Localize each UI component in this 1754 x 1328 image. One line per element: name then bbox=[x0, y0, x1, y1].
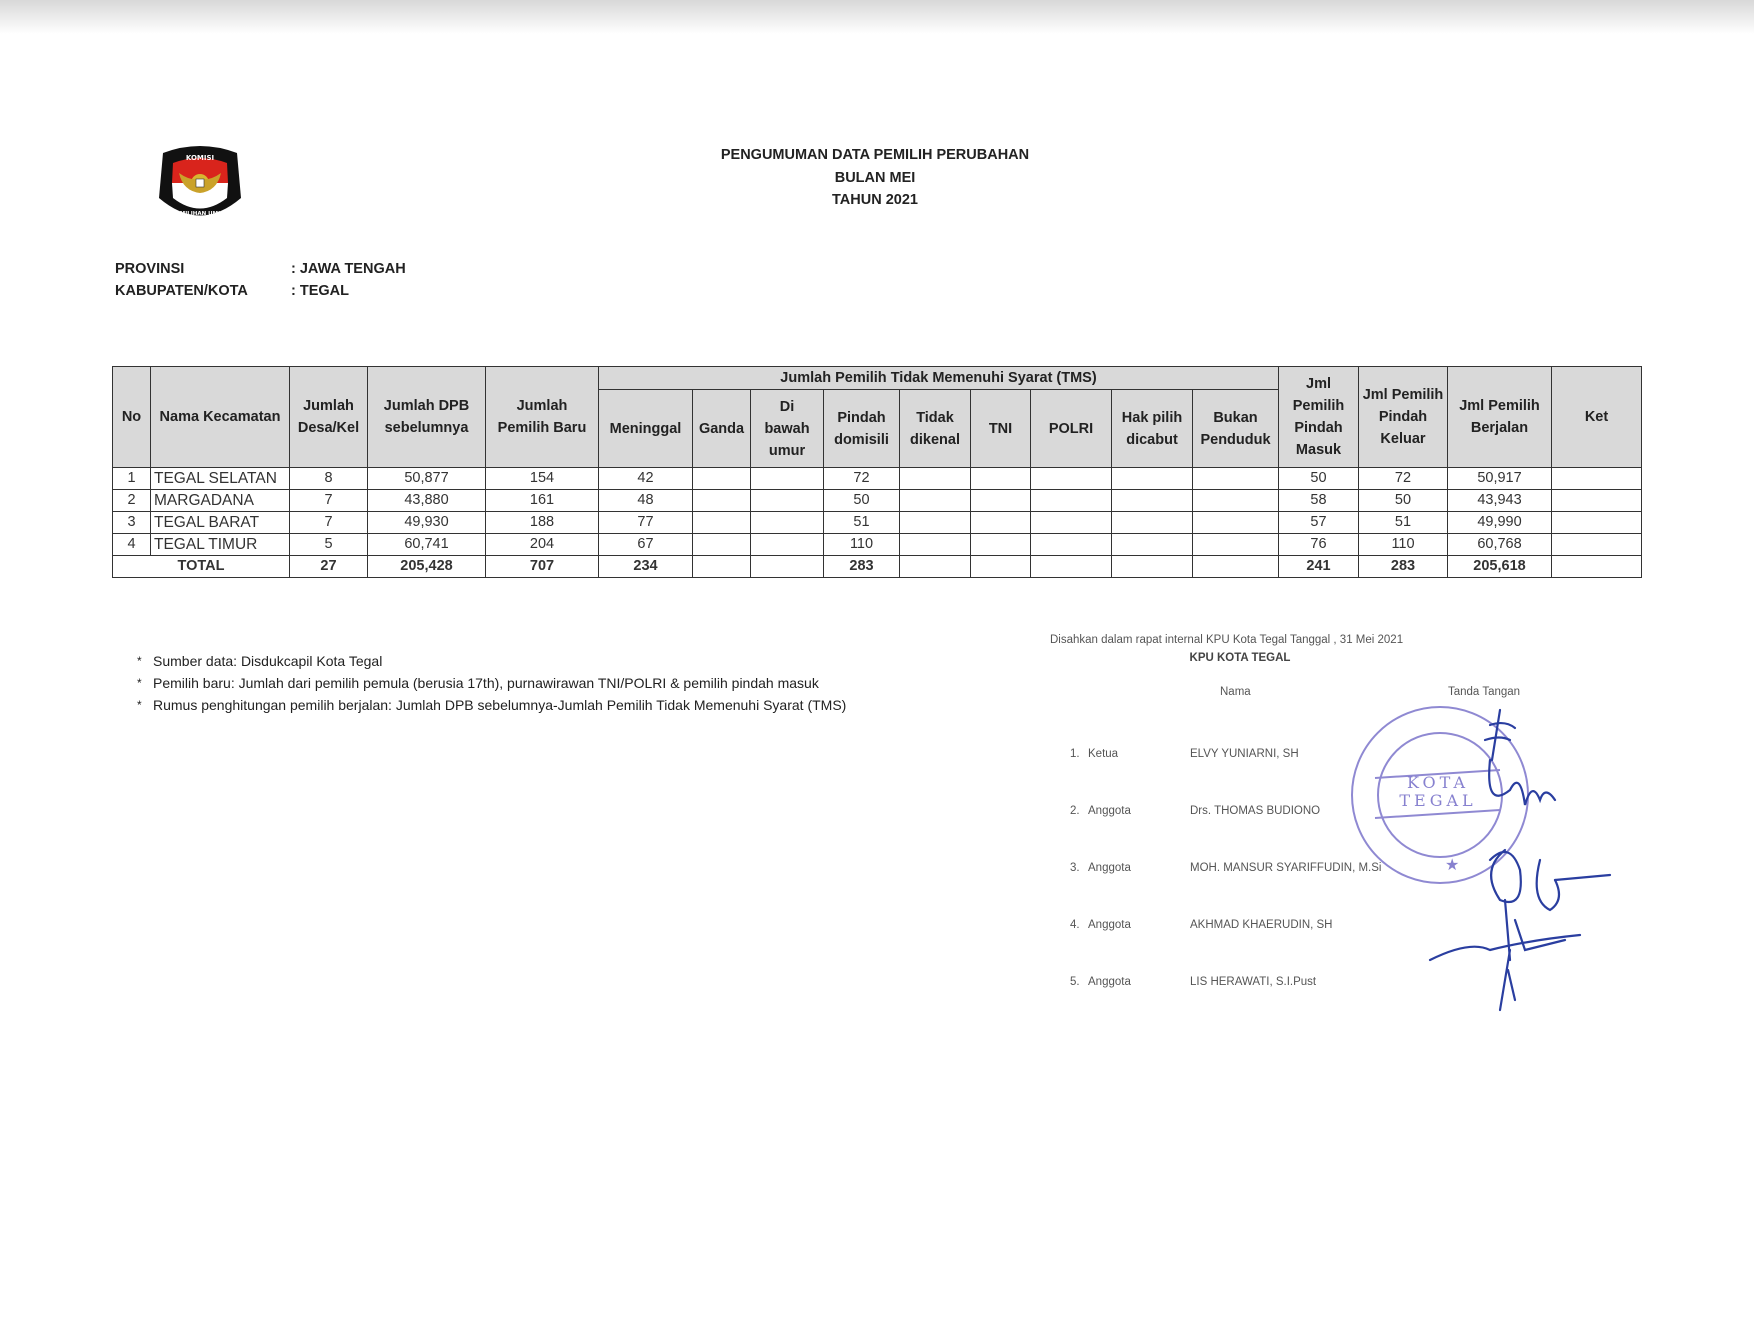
cell-bawah-umur bbox=[751, 534, 824, 556]
cell-berjalan: 43,943 bbox=[1448, 490, 1552, 512]
document-title bbox=[660, 144, 1090, 212]
cell-ganda bbox=[693, 468, 751, 490]
kpu-logo-icon bbox=[155, 143, 245, 225]
total-pindah-keluar: 283 bbox=[1359, 556, 1448, 578]
cell-meninggal: 67 bbox=[599, 534, 693, 556]
cell-ket bbox=[1552, 512, 1642, 534]
svg-text:KOTA: KOTA bbox=[1407, 773, 1469, 792]
cell-dpb: 49,930 bbox=[368, 512, 486, 534]
city-value: : TEGAL bbox=[291, 283, 349, 299]
viewer-top-shadow bbox=[0, 0, 1754, 34]
total-hak-pilih bbox=[1112, 556, 1193, 578]
cell-baru: 204 bbox=[486, 534, 599, 556]
header-pemilih-baru: Jumlah Pemilih Baru bbox=[486, 367, 599, 468]
cell-no: 2 bbox=[113, 490, 151, 512]
total-pindah-masuk: 241 bbox=[1279, 556, 1359, 578]
header-jumlah-desa: Jumlah Desa/Kel bbox=[290, 367, 368, 468]
cell-hak-pilih bbox=[1112, 534, 1193, 556]
svg-text:PEMILIHAN UMUM: PEMILIHAN UMUM bbox=[171, 211, 229, 217]
cell-ganda bbox=[693, 490, 751, 512]
cell-pindah-keluar: 50 bbox=[1359, 490, 1448, 512]
cell-bukan-penduduk bbox=[1193, 534, 1279, 556]
title-line-2: BULAN MEI bbox=[834, 169, 916, 186]
cell-pindah-domisili: 72 bbox=[824, 468, 900, 490]
header-meninggal: Meninggal bbox=[599, 390, 693, 468]
cell-pindah-masuk: 50 bbox=[1279, 468, 1359, 490]
cell-polri bbox=[1031, 534, 1112, 556]
cell-pindah-masuk: 76 bbox=[1279, 534, 1359, 556]
cell-pindah-domisili: 50 bbox=[824, 490, 900, 512]
cell-dpb: 50,877 bbox=[368, 468, 486, 490]
cell-tni bbox=[971, 468, 1031, 490]
cell-meninggal: 42 bbox=[599, 468, 693, 490]
cell-ket bbox=[1552, 468, 1642, 490]
title-line-1: PENGUMUMAN DATA PEMILIH PERUBAHAN bbox=[720, 147, 1030, 163]
cell-no: 3 bbox=[113, 512, 151, 534]
total-label: TOTAL bbox=[113, 556, 290, 578]
header-jumlah-dpb: Jumlah DPB sebelumnya bbox=[368, 367, 486, 468]
total-berjalan: 205,618 bbox=[1448, 556, 1552, 578]
cell-meninggal: 77 bbox=[599, 512, 693, 534]
cell-pindah-domisili: 51 bbox=[824, 512, 900, 534]
cell-bawah-umur bbox=[751, 512, 824, 534]
total-desa: 27 bbox=[290, 556, 368, 578]
cell-baru: 161 bbox=[486, 490, 599, 512]
header-ganda: Ganda bbox=[693, 390, 751, 468]
table-row bbox=[113, 468, 1642, 490]
total-pindah-domisili: 283 bbox=[824, 556, 900, 578]
approval-statement: Disahkan dalam rapat internal KPU Kota Tegal Tanggal , 31 Mei 2021 bbox=[1050, 634, 1404, 646]
cell-pindah-masuk: 57 bbox=[1279, 512, 1359, 534]
cell-berjalan: 50,917 bbox=[1448, 468, 1552, 490]
table-row bbox=[113, 490, 1642, 512]
cell-polri bbox=[1031, 512, 1112, 534]
province-label: PROVINSI bbox=[115, 261, 185, 277]
header-pindah-domisili: Pindah domisili bbox=[824, 390, 900, 468]
svg-text:TEGAL: TEGAL bbox=[1399, 791, 1477, 810]
total-tni bbox=[971, 556, 1031, 578]
total-ganda bbox=[693, 556, 751, 578]
cell-baru: 188 bbox=[486, 512, 599, 534]
cell-berjalan: 60,768 bbox=[1448, 534, 1552, 556]
cell-ganda bbox=[693, 512, 751, 534]
cell-hak-pilih bbox=[1112, 490, 1193, 512]
header-pindah-keluar: Jml Pemilih Pindah Keluar bbox=[1359, 367, 1448, 468]
cell-tidak-dikenal bbox=[900, 534, 971, 556]
cell-berjalan: 49,990 bbox=[1448, 512, 1552, 534]
header-nama-kecamatan: Nama Kecamatan bbox=[151, 367, 290, 468]
cell-tidak-dikenal bbox=[900, 512, 971, 534]
cell-pindah-masuk: 58 bbox=[1279, 490, 1359, 512]
header-berjalan: Jml Pemilih Berjalan bbox=[1448, 367, 1552, 468]
cell-desa: 7 bbox=[290, 512, 368, 534]
cell-nama-kecamatan: TEGAL TIMUR bbox=[151, 534, 290, 556]
cell-tni bbox=[971, 534, 1031, 556]
cell-nama-kecamatan: TEGAL SELATAN bbox=[151, 468, 290, 490]
cell-tidak-dikenal bbox=[900, 468, 971, 490]
cell-meninggal: 48 bbox=[599, 490, 693, 512]
region-info bbox=[115, 258, 406, 302]
cell-desa: 5 bbox=[290, 534, 368, 556]
footnote: * Rumus penghitungan pemilih berjalan: Jumlah DPB sebelumnya-Jumlah Pemilih Tidak Memenuhi Syarat (TMS) bbox=[137, 697, 847, 713]
total-baru: 707 bbox=[486, 556, 599, 578]
header-tms-group: Jumlah Pemilih Tidak Memenuhi Syarat (TMS) bbox=[599, 367, 1279, 390]
cell-hak-pilih bbox=[1112, 512, 1193, 534]
cell-ganda bbox=[693, 534, 751, 556]
cell-hak-pilih bbox=[1112, 468, 1193, 490]
city-label: KABUPATEN/KOTA bbox=[115, 283, 248, 299]
cell-bawah-umur bbox=[751, 490, 824, 512]
cell-pindah-keluar: 110 bbox=[1359, 534, 1448, 556]
cell-dpb: 60,741 bbox=[368, 534, 486, 556]
table-row bbox=[113, 534, 1642, 556]
cell-pindah-keluar: 51 bbox=[1359, 512, 1448, 534]
header-no: No bbox=[113, 367, 151, 468]
cell-no: 4 bbox=[113, 534, 151, 556]
cell-bukan-penduduk bbox=[1193, 490, 1279, 512]
footnotes bbox=[137, 650, 846, 716]
total-dpb: 205,428 bbox=[368, 556, 486, 578]
cell-tni bbox=[971, 490, 1031, 512]
header-tidak-dikenal: Tidak dikenal bbox=[900, 390, 971, 468]
cell-bukan-penduduk bbox=[1193, 512, 1279, 534]
approval-org: KPU KOTA TEGAL bbox=[1189, 652, 1291, 664]
cell-tni bbox=[971, 512, 1031, 534]
voter-data-table bbox=[112, 366, 1642, 578]
province-value: : JAWA TENGAH bbox=[291, 261, 406, 277]
total-bukan-penduduk bbox=[1193, 556, 1279, 578]
header-bukan-penduduk: Bukan Penduduk bbox=[1193, 390, 1279, 468]
footnote: * Sumber data: Disdukcapil Kota Tegal bbox=[137, 653, 383, 669]
svg-text:★: ★ bbox=[1445, 857, 1460, 874]
total-tidak-dikenal bbox=[900, 556, 971, 578]
cell-tidak-dikenal bbox=[900, 490, 971, 512]
svg-text:KOMISI: KOMISI bbox=[185, 154, 215, 162]
footnote: * Pemilih baru: Jumlah dari pemilih pemula (berusia 17th), purnawirawan TNI/POLRI & pemilih pindah masuk bbox=[137, 675, 819, 691]
header-bawah-umur: Di bawah umur bbox=[751, 390, 824, 468]
cell-desa: 8 bbox=[290, 468, 368, 490]
title-line-3: TAHUN 2021 bbox=[832, 192, 918, 208]
table-row bbox=[113, 512, 1642, 534]
name-column-header: Nama bbox=[1220, 686, 1251, 698]
cell-nama-kecamatan: MARGADANA bbox=[151, 490, 290, 512]
total-bawah-umur bbox=[751, 556, 824, 578]
header-pindah-masuk: Jml Pemilih Pindah Masuk bbox=[1279, 367, 1359, 468]
cell-no: 1 bbox=[113, 468, 151, 490]
cell-pindah-keluar: 72 bbox=[1359, 468, 1448, 490]
header-hak-pilih-dicabut: Hak pilih dicabut bbox=[1112, 390, 1193, 468]
header-tni: TNI bbox=[971, 390, 1031, 468]
cell-pindah-domisili: 110 bbox=[824, 534, 900, 556]
cell-baru: 154 bbox=[486, 468, 599, 490]
cell-polri bbox=[1031, 468, 1112, 490]
cell-desa: 7 bbox=[290, 490, 368, 512]
total-polri bbox=[1031, 556, 1112, 578]
cell-polri bbox=[1031, 490, 1112, 512]
header-ket: Ket bbox=[1552, 367, 1642, 468]
cell-bukan-penduduk bbox=[1193, 468, 1279, 490]
total-meninggal: 234 bbox=[599, 556, 693, 578]
cell-dpb: 43,880 bbox=[368, 490, 486, 512]
total-ket bbox=[1552, 556, 1642, 578]
header-polri: POLRI bbox=[1031, 390, 1112, 468]
cell-nama-kecamatan: TEGAL BARAT bbox=[151, 512, 290, 534]
official-stamp-icon bbox=[1340, 700, 1670, 1020]
table-total-row bbox=[113, 556, 1642, 578]
signature-column-header: Tanda Tangan bbox=[1448, 686, 1521, 698]
cell-bawah-umur bbox=[751, 468, 824, 490]
cell-ket bbox=[1552, 490, 1642, 512]
cell-ket bbox=[1552, 534, 1642, 556]
